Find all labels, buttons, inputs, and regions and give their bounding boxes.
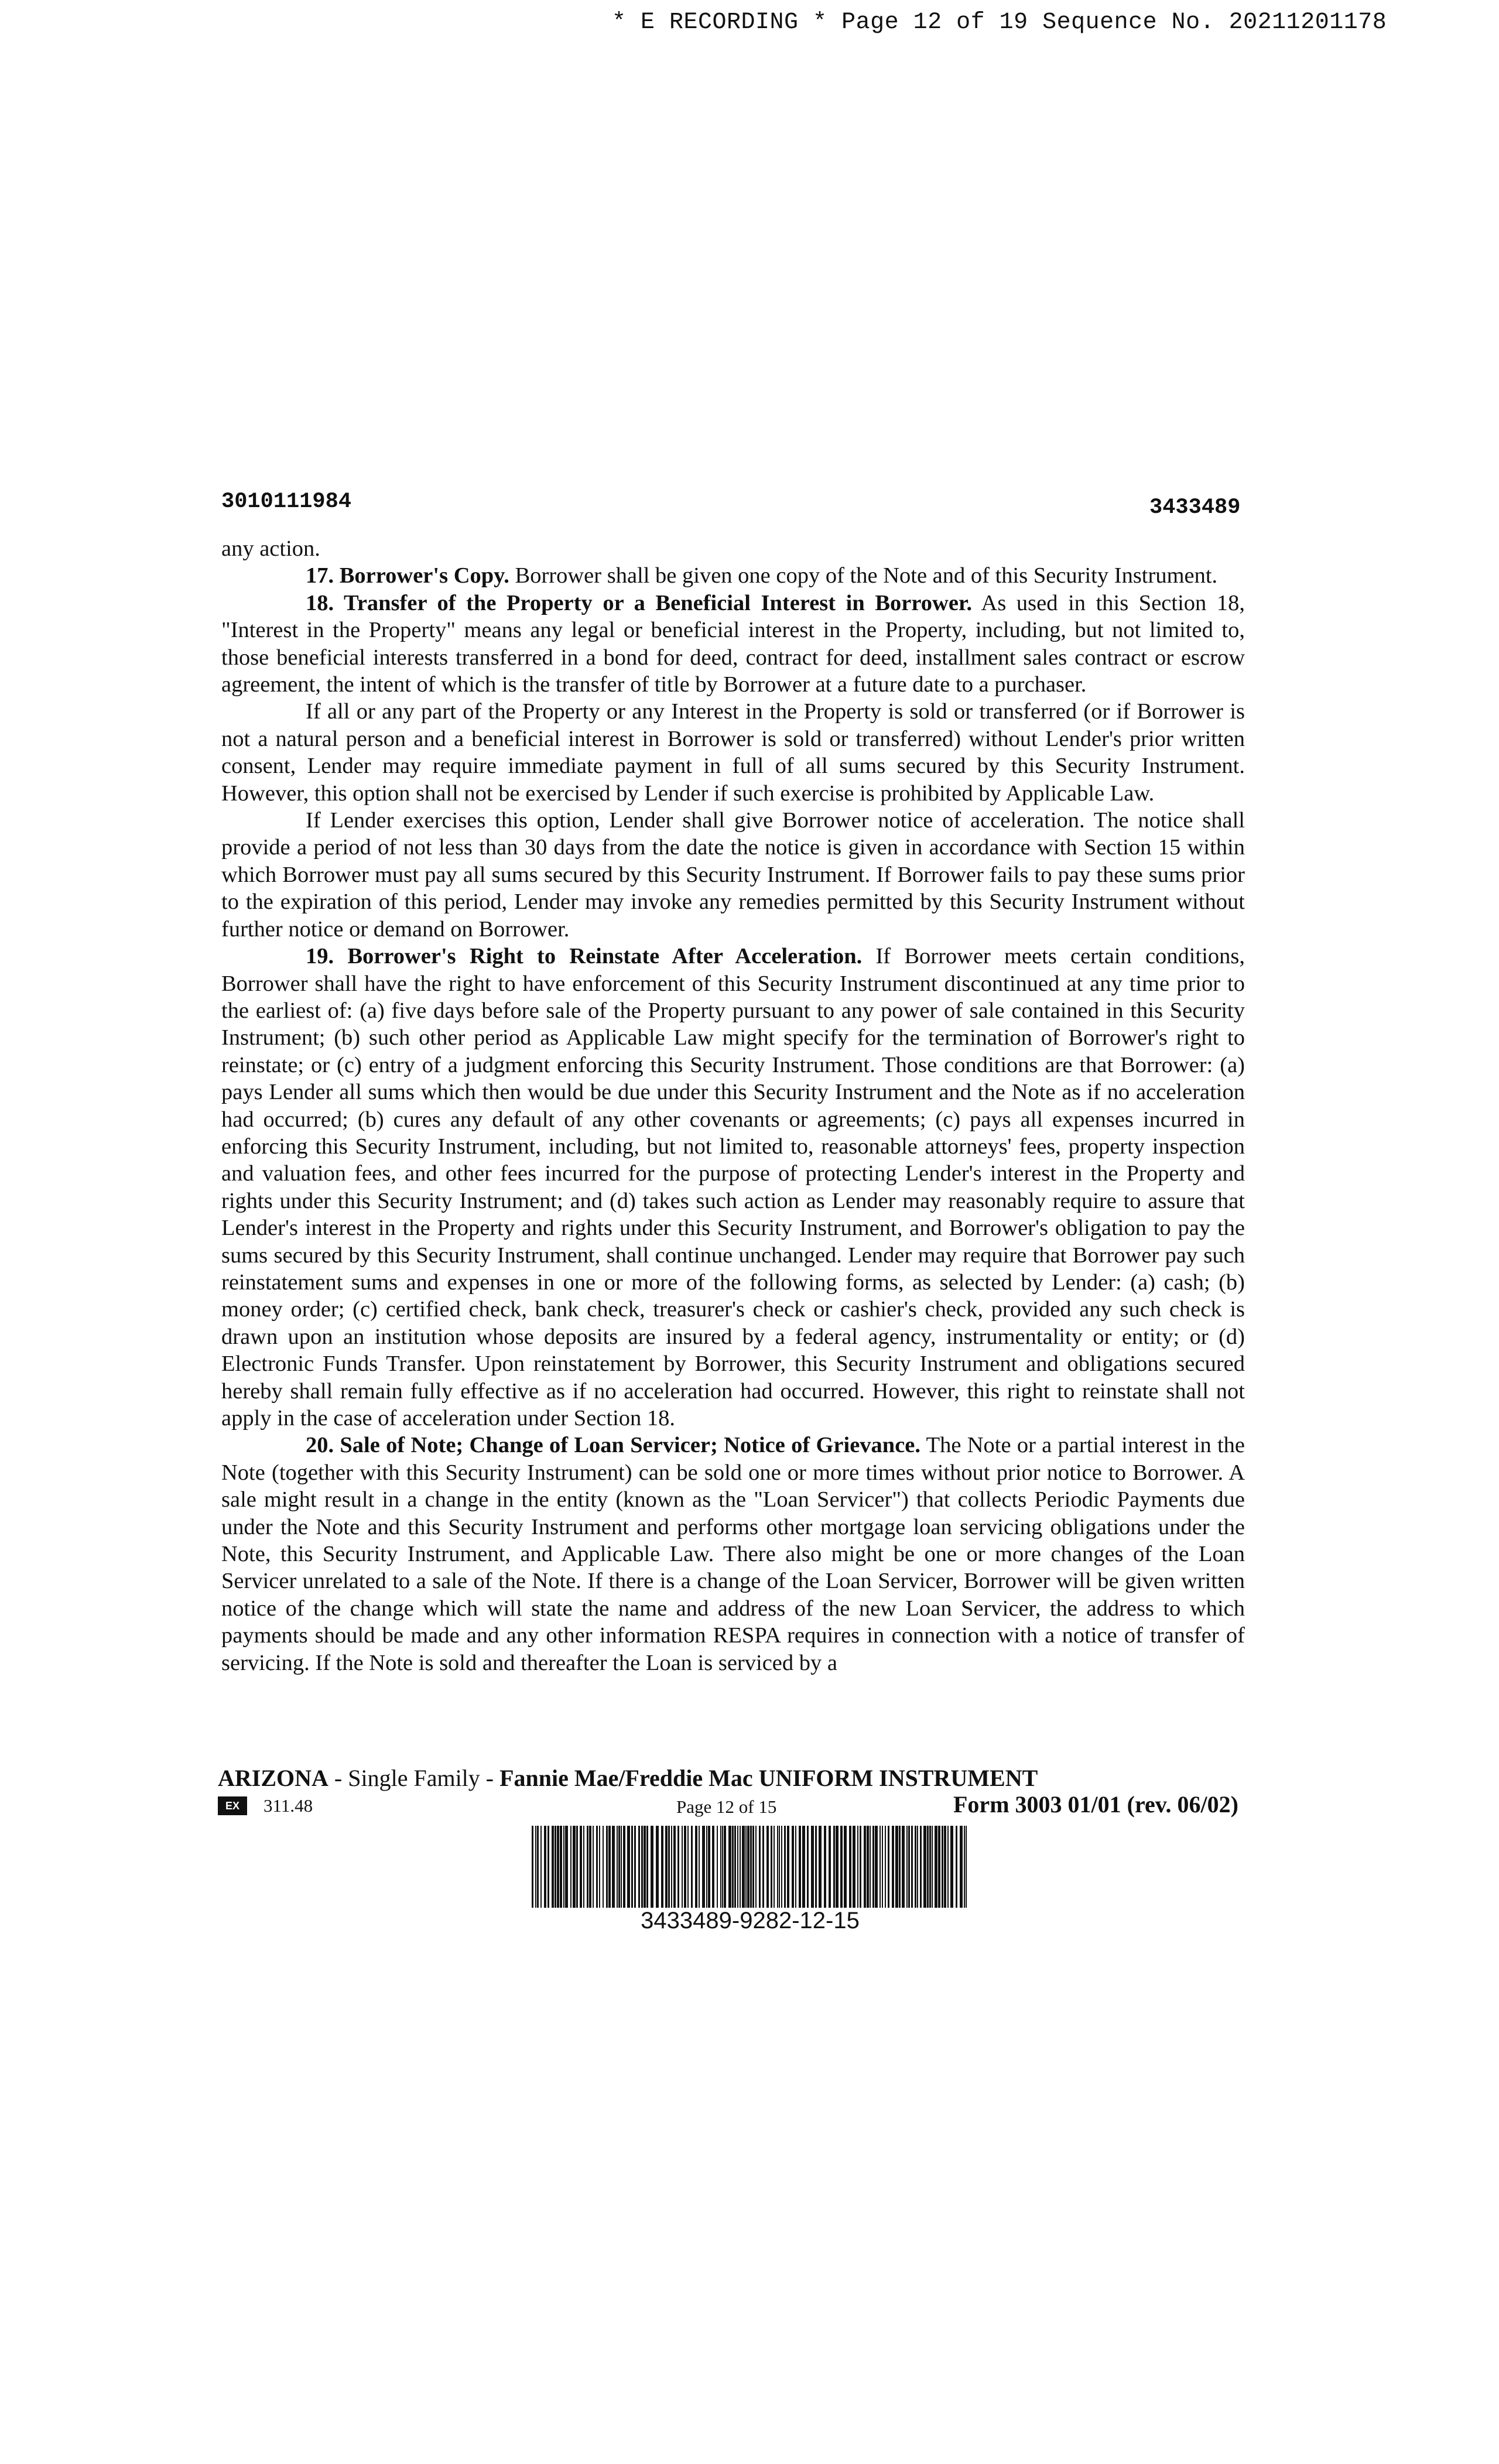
section-17 — [221, 562, 1245, 589]
section-20-text: The Note or a partial interest in the Note (together with this Security Instrument) can be sold one or more times without prior notice to Borrower. A sale might result in a change in the entity (known as the "Loan Servicer") that collects Periodic Payments due under the Note and this Security Instrument and performs other mortgage loan servicing obligations under the Note, this Security Instrument, and Applicable Law. There also might be one or more changes of the Loan Servicer unrelated to a sale of the Note. If there is a change of the Loan Servicer, Borrower will be given written notice of the change which will state the name and address of the new Loan Servicer, the address to which payments should be made and any other information RESPA requires in connection with a notice of transfer of servicing. If the Note is sold and thereafter the Loan is serviced by a — [221, 1433, 1245, 1675]
footer-instrument: Fannie Mae/Freddie Mac UNIFORM INSTRUMENT — [499, 1765, 1038, 1791]
footer-form-code — [218, 1795, 313, 1816]
footer-page-number: Page 12 of 15 — [676, 1796, 777, 1817]
section-19-title: 19. Borrower's Right to Reinstate After Acceleration. — [306, 944, 863, 969]
recording-header: * E RECORDING * Page 12 of 19 Sequence No. 20211201178 — [612, 9, 1387, 36]
section-18-transfer-paragraph: If all or any part of the Property or any Interest in the Property is sold or transferred (or if Borrower is not a natural person and a beneficial interest in Borrower is sold or transferred) without Lender's prior written consent, Lender may require immediate payment in full of all sums secured by this Security Instrument. However, this option shall not be exercised by Lender if such exercise is prohibited by Applicable Law. — [221, 699, 1245, 806]
barcode-number: 3433489-9282-12-15 — [641, 1908, 860, 1933]
section-18-text: As used in this Section 18, "Interest in the Property" means any legal or beneficial interest in the Property, including, but not limited to, those beneficial interests transferred in a bond for deed, contract for deed, installment sales contract or escrow agreement, the intent of which is the transfer of title by Borrower at a future date to a purchaser. — [221, 590, 1245, 697]
form-code-number: 311.48 — [263, 1795, 313, 1816]
document-number: 3433489 — [1149, 495, 1241, 520]
section-20-title: 20. Sale of Note; Change of Loan Servicer; Notice of Grievance. — [306, 1433, 921, 1458]
section-19-text: If Borrower meets certain conditions, Borrower shall have the right to have enforcement of this Security Instrument discontinued at any time prior to the earliest of: (a) five days before sale of the Property pursuant to any power of sale contained in this Security Instrument; (b) such other period as Applicable Law might specify for the termination of Borrower's right to reinstate; or (c) entry of a judgment enforcing this Security Instrument. Those conditions are that Borrower: (a) pays Lender all sums which then would be due under this Security Instrument and the Note as if no acceleration had occurred; (b) cures any default of any other covenants or agreements; (c) pays all expenses incurred in enforcing this Security Instrument, including, but not limited to, reasonable attorneys' fees, property inspection and valuation fees, and other fees incurred for the purpose of protecting Lender's interest in the Property and rights under this Security Instrument; and (d) takes such action as Lender may reasonably require to assure that Lender's interest in the Property and rights under this Security Instrument, and Borrower's obligation to pay the sums secured by this Security Instrument, shall continue unchanged. Lender may require that Borrower pay such reinstatement sums and expenses in one or more of the following forms, as selected by Lender: (a) cash; (b) money order; (c) certified check, bank check, treasurer's check or cashier's check, provided any such check is drawn upon an institution whose deposits are insured by a federal agency, instrumentality or entity; or (d) Electronic Funds Transfer. Upon reinstatement by Borrower, this Security Instrument and obligations secured hereby shall remain fully effective as if no acceleration had occurred. However, this right to reinstate shall not apply in the case of acceleration under Section 18. — [221, 944, 1245, 1431]
section-17-text: Borrower shall be given one copy of the Note and of this Security Instrument. — [509, 563, 1218, 588]
section-20 — [221, 1432, 1245, 1676]
section-19 — [221, 943, 1245, 1432]
section-18-acceleration-paragraph: If Lender exercises this option, Lender shall give Borrower notice of acceleration. The notice shall provide a period of not less than 30 days from the date the notice is given in accordance with Section 15 within which Borrower must pay all sums secured by this Security Instrument. If Borrower fails to pay these sums prior to the expiration of this period, Lender may invoke any remedies permitted by this Security Instrument without further notice or demand on Borrower. — [221, 808, 1245, 942]
footer-separator: - Single Family - — [328, 1765, 500, 1791]
paragraph-any-action: any action. — [221, 536, 320, 561]
loan-number: 3010111984 — [221, 490, 352, 514]
form-logo-icon: EX — [218, 1796, 247, 1815]
section-18 — [221, 590, 1245, 699]
document-body — [221, 535, 1245, 1676]
footer-state: ARIZONA — [218, 1765, 328, 1791]
section-17-title: 17. Borrower's Copy. — [306, 563, 509, 588]
section-18-title: 18. Transfer of the Property or a Beneficial Interest in Borrower. — [306, 590, 973, 615]
barcode-icon — [532, 1826, 968, 1908]
footer-instrument-title — [218, 1764, 1038, 1792]
footer-form-number: Form 3003 01/01 (rev. 06/02) — [953, 1791, 1238, 1818]
